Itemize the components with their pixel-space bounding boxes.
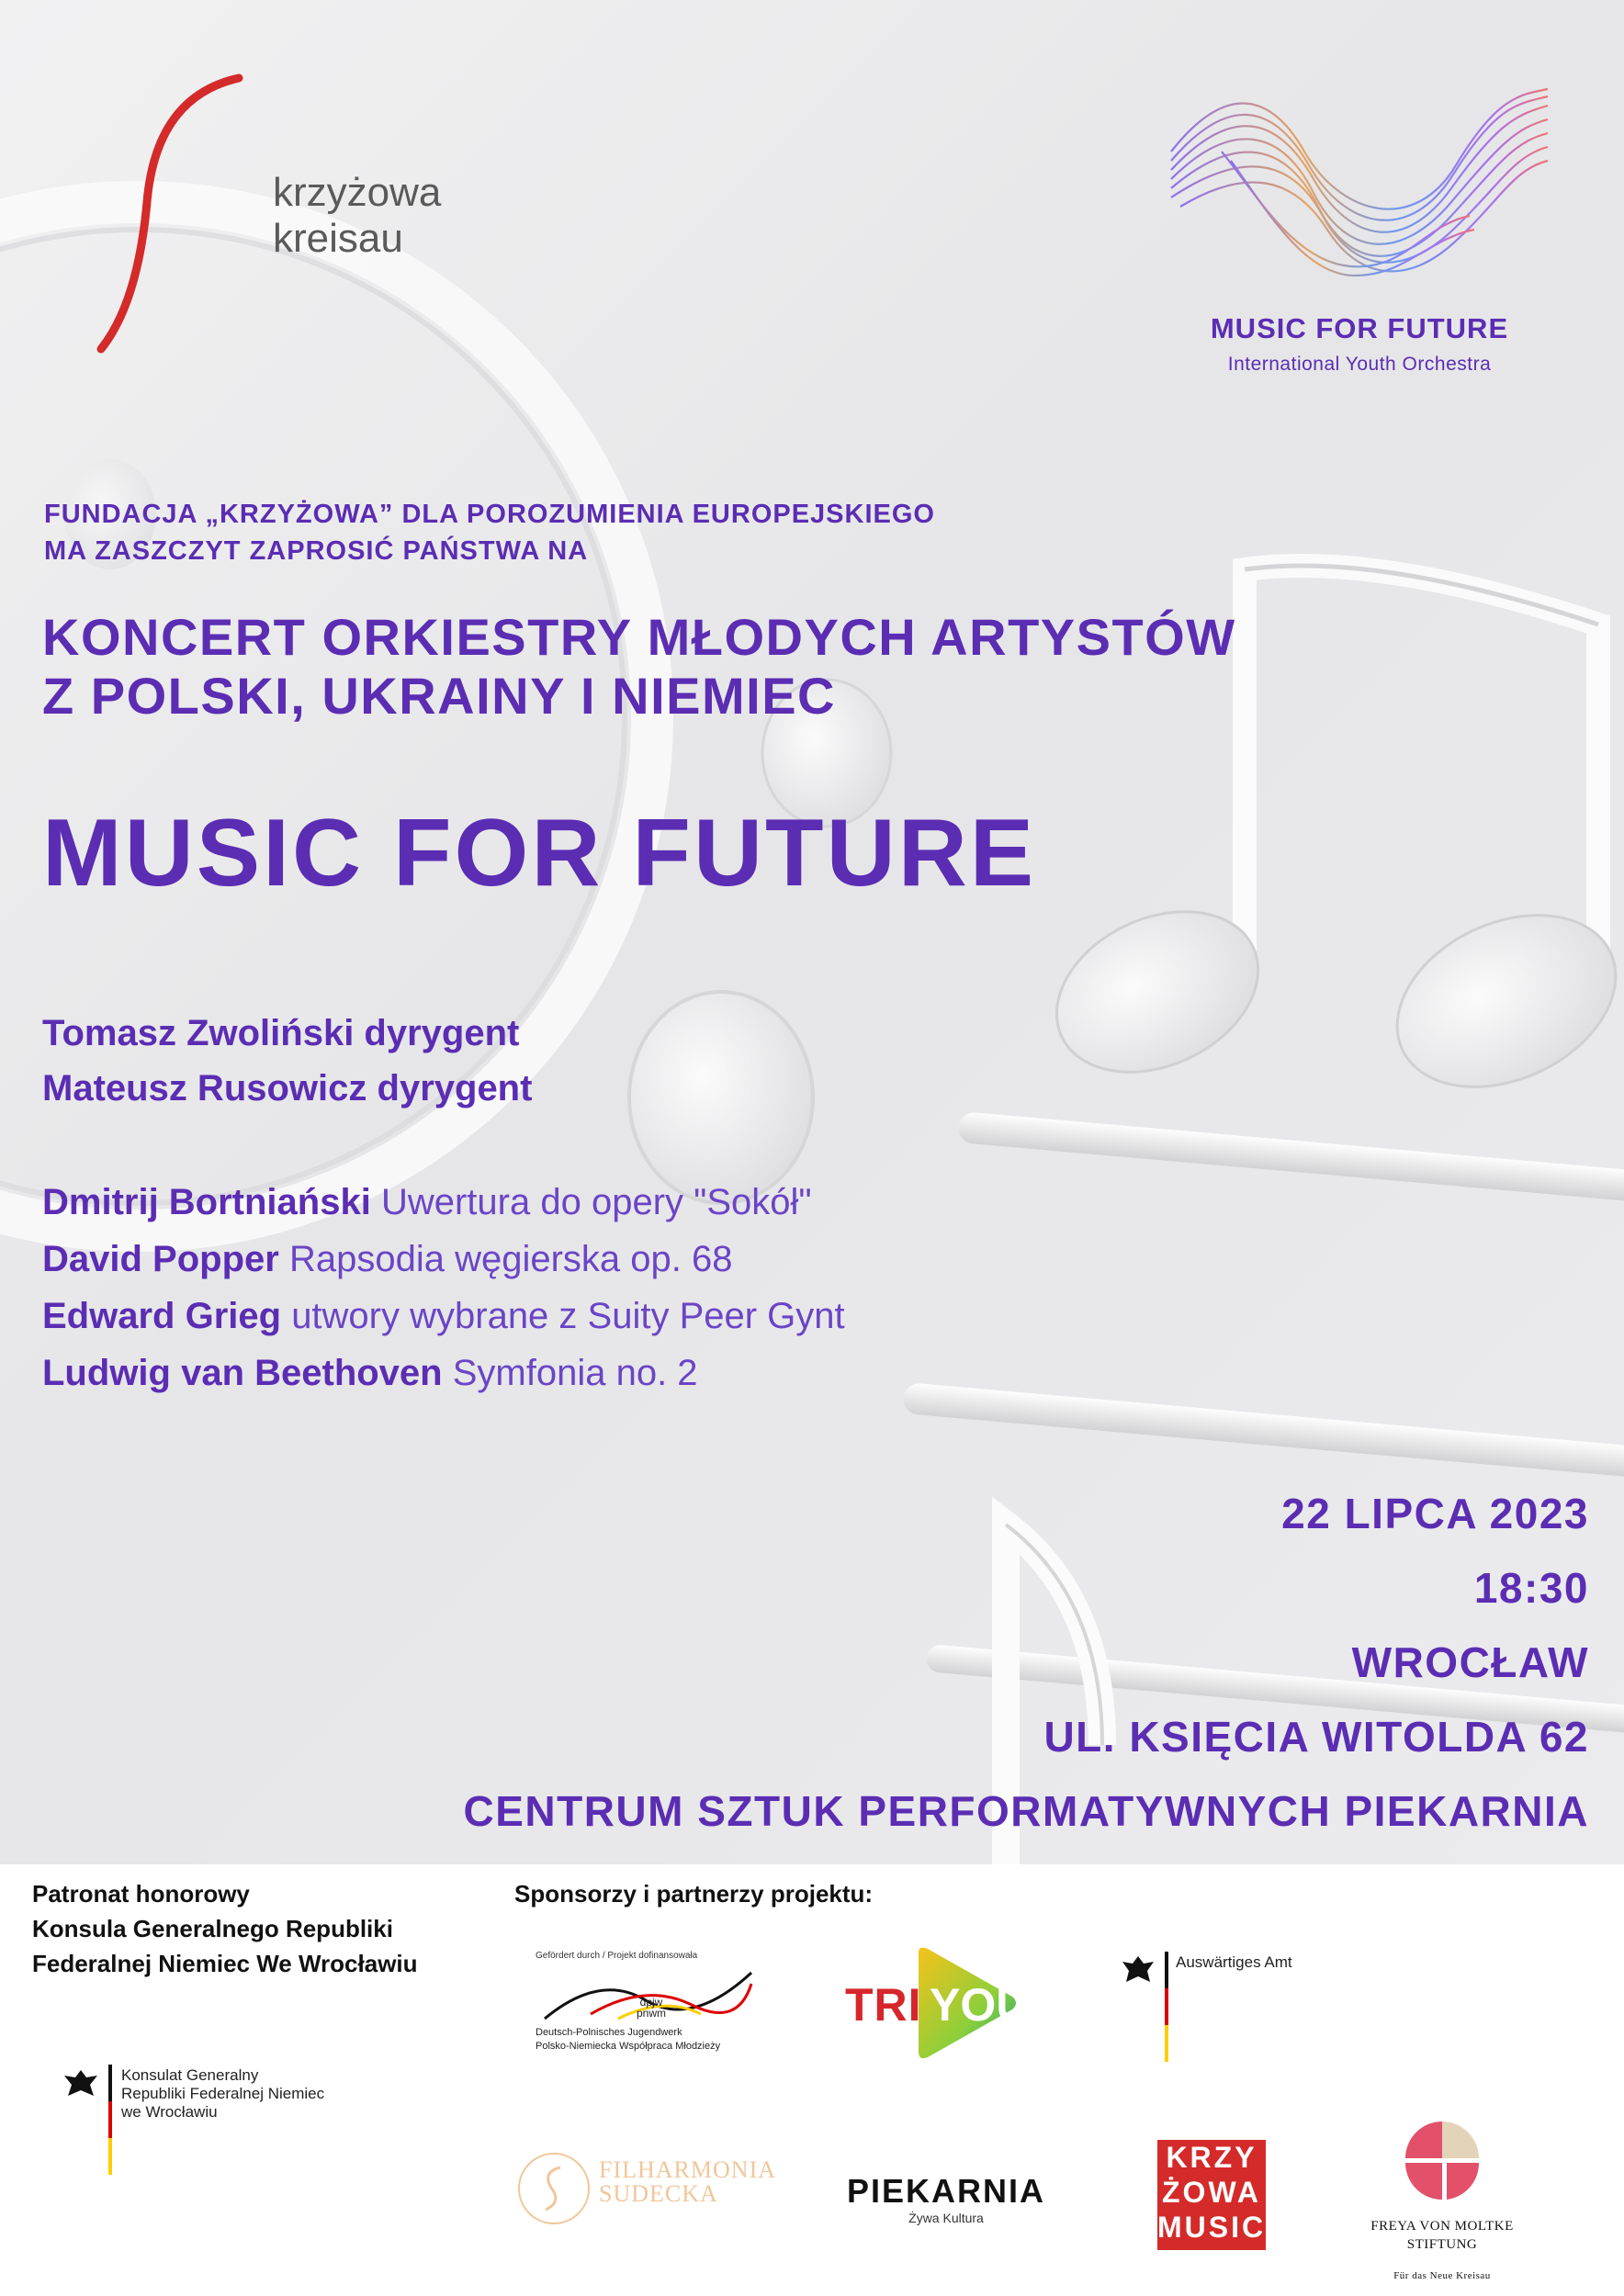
piekarnia-logo [831, 2172, 1061, 2227]
freya-line1: FREYA VON MOLTKE [1370, 2219, 1514, 2234]
brand-logo-text [273, 170, 441, 262]
triyou-you: YOU [930, 1979, 1030, 2031]
composer: Ludwig van Beethoven [42, 1353, 443, 1393]
work: Uwertura do opery "Sokół" [380, 1182, 812, 1222]
konsulat-line1: Konsulat Generalny [121, 2066, 259, 2084]
music-for-future-wave-logo-icon [1167, 78, 1552, 303]
krzyzowa-music-logo [1157, 2140, 1266, 2250]
composer: Edward Grieg [42, 1296, 282, 1336]
konsulat-text [121, 2066, 324, 2122]
filharmonia-emblem-icon [514, 2149, 593, 2228]
composer: David Popper [42, 1239, 279, 1279]
flag-red [108, 2101, 112, 2138]
invitation-text [44, 496, 935, 569]
event-details [463, 1477, 1589, 1849]
program-item [42, 1174, 845, 1231]
flag-black [108, 2065, 112, 2101]
concert-line2: Z POLSKI, UKRAINY I NIEMIEC [42, 667, 836, 725]
kzm-line1: KRZY [1166, 2141, 1257, 2174]
brand-line2: kreisau [273, 216, 403, 261]
composer: Dmitrij Bortniański [42, 1182, 371, 1222]
dpjw-top-text: Gefördert durch / Projekt dofinansowała [536, 1951, 698, 1961]
dpjw-abbr1: dpjw [639, 1996, 663, 2009]
konsulat-logo [61, 2065, 391, 2175]
work: Rapsodia węgierska op. 68 [288, 1239, 733, 1279]
dpjw-names [536, 2026, 720, 2054]
kzm-line2: ŻOWA [1162, 2176, 1261, 2209]
filharmonia-logo [514, 2149, 781, 2227]
krzyzowa-logo-swirl-icon [83, 73, 266, 358]
event-date: 22 LIPCA 2023 [1281, 1490, 1589, 1537]
sponsors-heading: Sponsorzy i partnerzy projektu: [514, 1880, 874, 1908]
dpjw-abbr2: pnwm [637, 2007, 667, 2020]
flag-gold [1165, 2025, 1168, 2062]
konsulat-line2: Republiki Federalnej Niemiec [121, 2085, 325, 2102]
freya-von-moltke-logo [1341, 2112, 1543, 2291]
kzm-line3: MUSIC [1157, 2211, 1267, 2244]
dpjw-line1: Deutsch-Polnisches Jugendwerk [536, 2027, 682, 2038]
program-item [42, 1345, 845, 1401]
triyou-tri: TRI [845, 1979, 922, 2031]
konsulat-line3: we Wrocławiu [121, 2103, 218, 2121]
aa-text: Auswärtiges Amt [1176, 1953, 1292, 1971]
patronage-heading [32, 1876, 418, 1981]
conductors-list [42, 1006, 532, 1116]
piekarnia-name: PIEKARNIA [846, 2172, 1046, 2210]
invitation-line1: FUNDACJA „KRZYŻOWA” DLA POROZUMIENIA EUROPEJSKIEGO [44, 500, 935, 529]
event-time: 18:30 [1473, 1564, 1589, 1612]
dpjw-abbr [637, 1997, 666, 2019]
brand-line1: krzyżowa [273, 170, 442, 215]
program-list [42, 1174, 845, 1401]
flag-red [1165, 1988, 1168, 2025]
mff-logo-title: MUSIC FOR FUTURE [1210, 312, 1509, 344]
eagle-icon [1119, 1952, 1157, 1990]
mff-logo-subtitle: International Youth Orchestra [1227, 354, 1492, 375]
freya-text [1341, 2217, 1543, 2285]
flag-gold [108, 2138, 112, 2175]
patron-line2: Konsula Generalnego Republiki [32, 1915, 393, 1942]
freya-line2: STIFTUNG [1406, 2237, 1478, 2252]
invitation-line2: MA ZASZCZYT ZAPROSIĆ PAŃSTWA NA [44, 536, 589, 566]
piekarnia-sub: Żywa Kultura [908, 2211, 984, 2225]
auswaertiges-amt-logo [1119, 1952, 1358, 2062]
conductor-1: Tomasz Zwoliński dyrygent [42, 1013, 520, 1053]
filharmonia-line1: FILHARMONIA [599, 2156, 776, 2183]
eagle-icon [61, 2065, 101, 2105]
event-venue: CENTRUM SZTUK PERFORMATYWNYCH PIEKARNIA [463, 1787, 1589, 1835]
concert-heading [42, 608, 1236, 726]
freya-emblem-icon [1401, 2112, 1483, 2204]
freya-line3: Für das Neue Kreisau [1393, 2270, 1491, 2281]
program-item [42, 1288, 845, 1345]
filharmonia-text [599, 2158, 776, 2206]
concert-line1: KONCERT ORKIESTRY MŁODYCH ARTYSTÓW [42, 608, 1236, 666]
filharmonia-line2: SUDECKA [599, 2180, 718, 2207]
conductor-2: Mateusz Rusowicz dyrygent [42, 1068, 533, 1109]
work: utwory wybrane z Suity Peer Gynt [291, 1296, 845, 1336]
patron-line1: Patronat honorowy [32, 1880, 250, 1908]
work: Symfonia no. 2 [452, 1353, 698, 1393]
event-street: UL. KSIĘCIA WITOLDA 62 [1043, 1713, 1589, 1761]
triyou-logo [843, 1945, 1030, 2065]
dpjw-logo [536, 1951, 774, 2070]
flag-black [1165, 1952, 1168, 1988]
event-city: WROCŁAW [1351, 1638, 1589, 1686]
main-title: MUSIC FOR FUTURE [42, 800, 1037, 906]
patron-line3: Federalnej Niemiec We Wrocławiu [32, 1950, 418, 1977]
dpjw-line2: Polsko-Niemiecka Współpraca Młodzieży [536, 2041, 721, 2052]
program-item [42, 1231, 845, 1288]
